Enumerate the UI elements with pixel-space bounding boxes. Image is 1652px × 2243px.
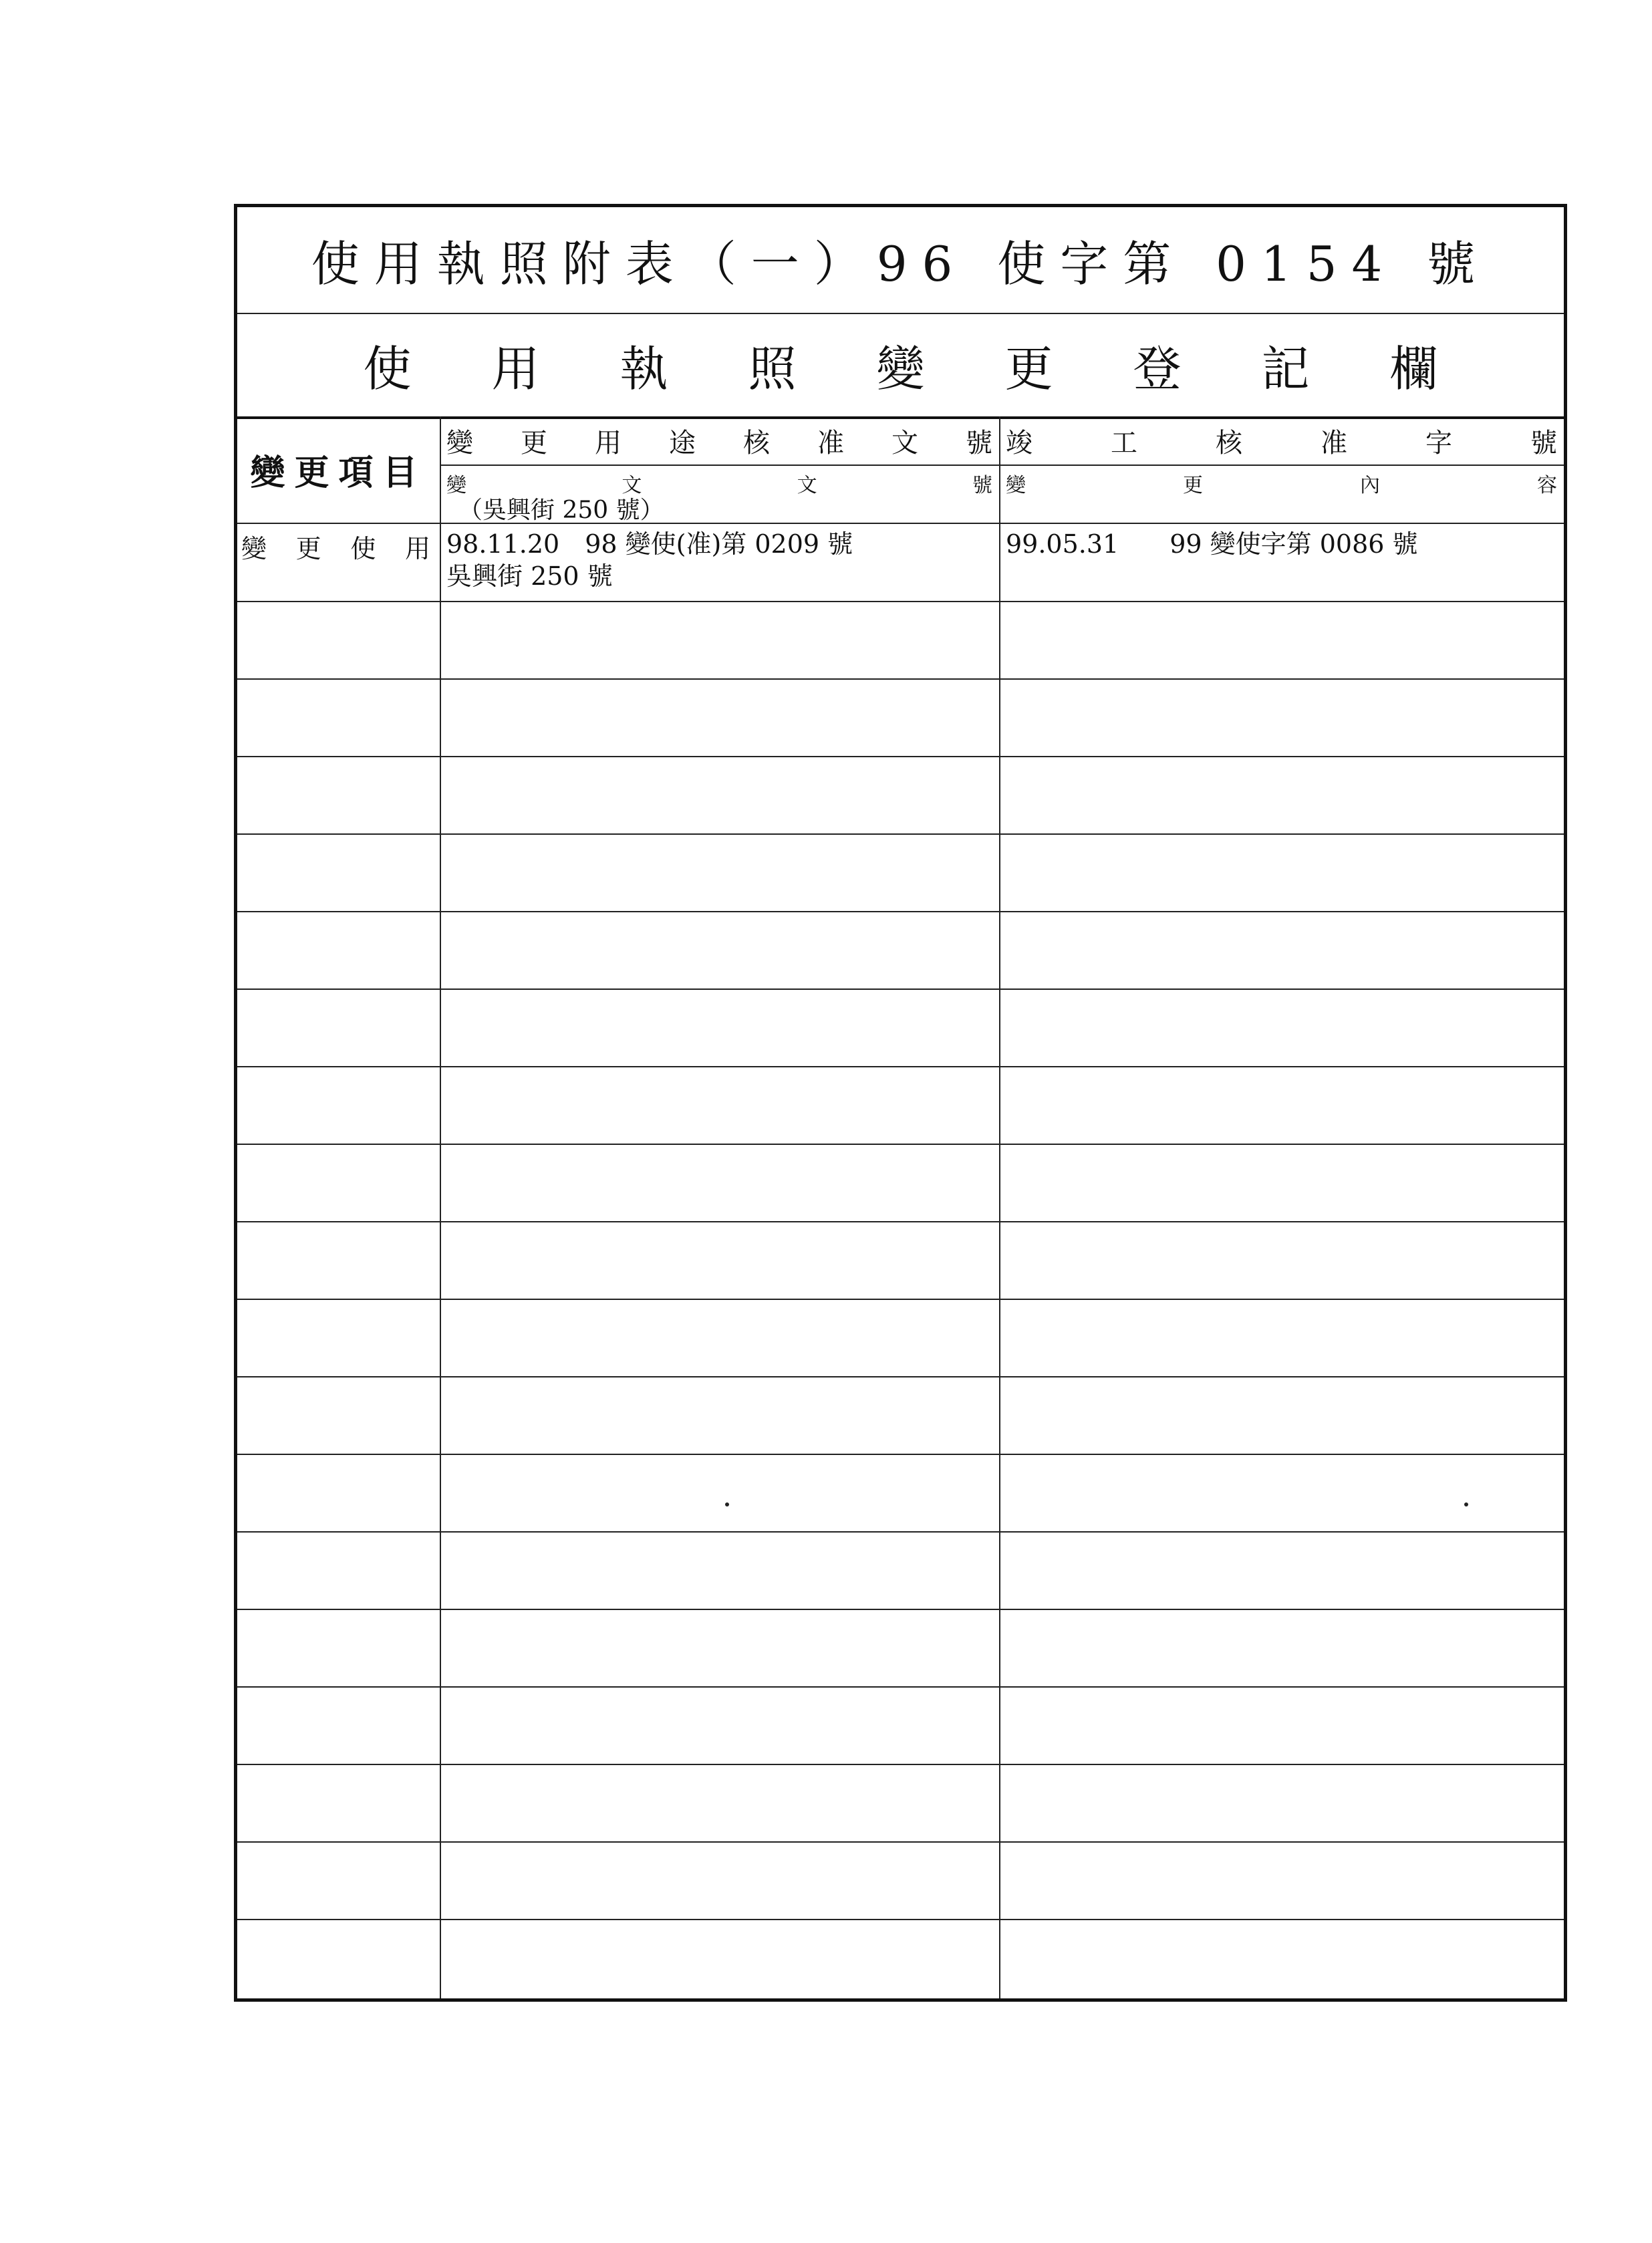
form-subtitle: 使用執照變更登記欄 bbox=[363, 340, 1518, 397]
header-approval-sub-char: 文 bbox=[797, 474, 817, 497]
table-row bbox=[237, 833, 1564, 912]
approval-doc-number: 98.11.20 98 變使(准)第 0209 號 bbox=[446, 529, 853, 559]
header-change-item: 變更項目 bbox=[237, 416, 440, 524]
header-completion-char: 准 bbox=[1321, 427, 1347, 458]
table-row bbox=[237, 1686, 1564, 1765]
table-row bbox=[237, 523, 1564, 602]
table-row bbox=[237, 1764, 1564, 1843]
header-completion-char: 字 bbox=[1425, 427, 1452, 458]
header-completion-char: 核 bbox=[1216, 427, 1242, 458]
header-content-char: 變 bbox=[1006, 474, 1026, 497]
table-row bbox=[237, 601, 1564, 680]
header-approval-char: 途 bbox=[669, 427, 696, 458]
completion-doc-cell bbox=[999, 523, 1564, 601]
header-completion-char: 竣 bbox=[1006, 427, 1032, 458]
change-item-char: 使 bbox=[350, 534, 376, 563]
approval-address: 吳興街 250 號 bbox=[446, 561, 613, 591]
header-approval-sub-char: 文 bbox=[622, 474, 642, 497]
header-approval-doc-no bbox=[440, 416, 999, 466]
table-row bbox=[237, 1919, 1564, 1996]
header-completion-no bbox=[999, 416, 1564, 466]
change-item-char: 更 bbox=[295, 534, 321, 563]
form-subtitle-row bbox=[237, 313, 1564, 419]
completion-doc-number: 99.05.31 99 變使字第 0086 號 bbox=[1006, 529, 1418, 559]
form-title-row bbox=[237, 207, 1564, 314]
header-approval-char: 文 bbox=[891, 427, 918, 458]
change-item-cell bbox=[237, 523, 440, 601]
header-approval-sub-char: 變 bbox=[446, 474, 466, 497]
table-row bbox=[237, 1841, 1564, 1920]
approval-doc-cell bbox=[440, 523, 999, 601]
header-approval-char: 變 bbox=[446, 427, 473, 458]
table-row bbox=[237, 911, 1564, 990]
table-row bbox=[237, 1299, 1564, 1377]
header-address-note: （吳興街 250 號） bbox=[458, 497, 664, 524]
table-row bbox=[237, 1376, 1564, 1455]
header-change-content bbox=[999, 465, 1564, 524]
scan-speck bbox=[1464, 1502, 1468, 1506]
table-row bbox=[237, 1066, 1564, 1145]
table-row bbox=[237, 678, 1564, 757]
header-completion-char: 工 bbox=[1111, 427, 1137, 458]
change-item-char: 用 bbox=[404, 534, 430, 563]
license-change-register-form bbox=[234, 204, 1567, 2002]
table-row bbox=[237, 1144, 1564, 1222]
header-approval-char: 更 bbox=[521, 427, 547, 458]
form-title: 使用執照附表（一）96 使字第 0154 號 bbox=[311, 236, 1490, 292]
table-row bbox=[237, 1454, 1564, 1533]
table-row bbox=[237, 1221, 1564, 1300]
header-approval-sub-char: 號 bbox=[972, 474, 992, 497]
table-row bbox=[237, 1609, 1564, 1688]
change-item-char: 變 bbox=[241, 534, 267, 563]
table-row bbox=[237, 1531, 1564, 1610]
header-approval-char: 准 bbox=[817, 427, 844, 458]
header-content-char: 容 bbox=[1537, 474, 1557, 497]
header-approval-char: 號 bbox=[966, 427, 992, 458]
header-approval-char: 核 bbox=[743, 427, 770, 458]
header-content-char: 更 bbox=[1183, 474, 1203, 497]
scan-speck bbox=[725, 1502, 729, 1506]
header-approval-char: 用 bbox=[595, 427, 622, 458]
header-content-char: 內 bbox=[1360, 474, 1380, 497]
table-row bbox=[237, 756, 1564, 835]
table-row bbox=[237, 988, 1564, 1067]
header-approval-sub bbox=[440, 465, 999, 524]
header-completion-char: 號 bbox=[1530, 427, 1557, 458]
